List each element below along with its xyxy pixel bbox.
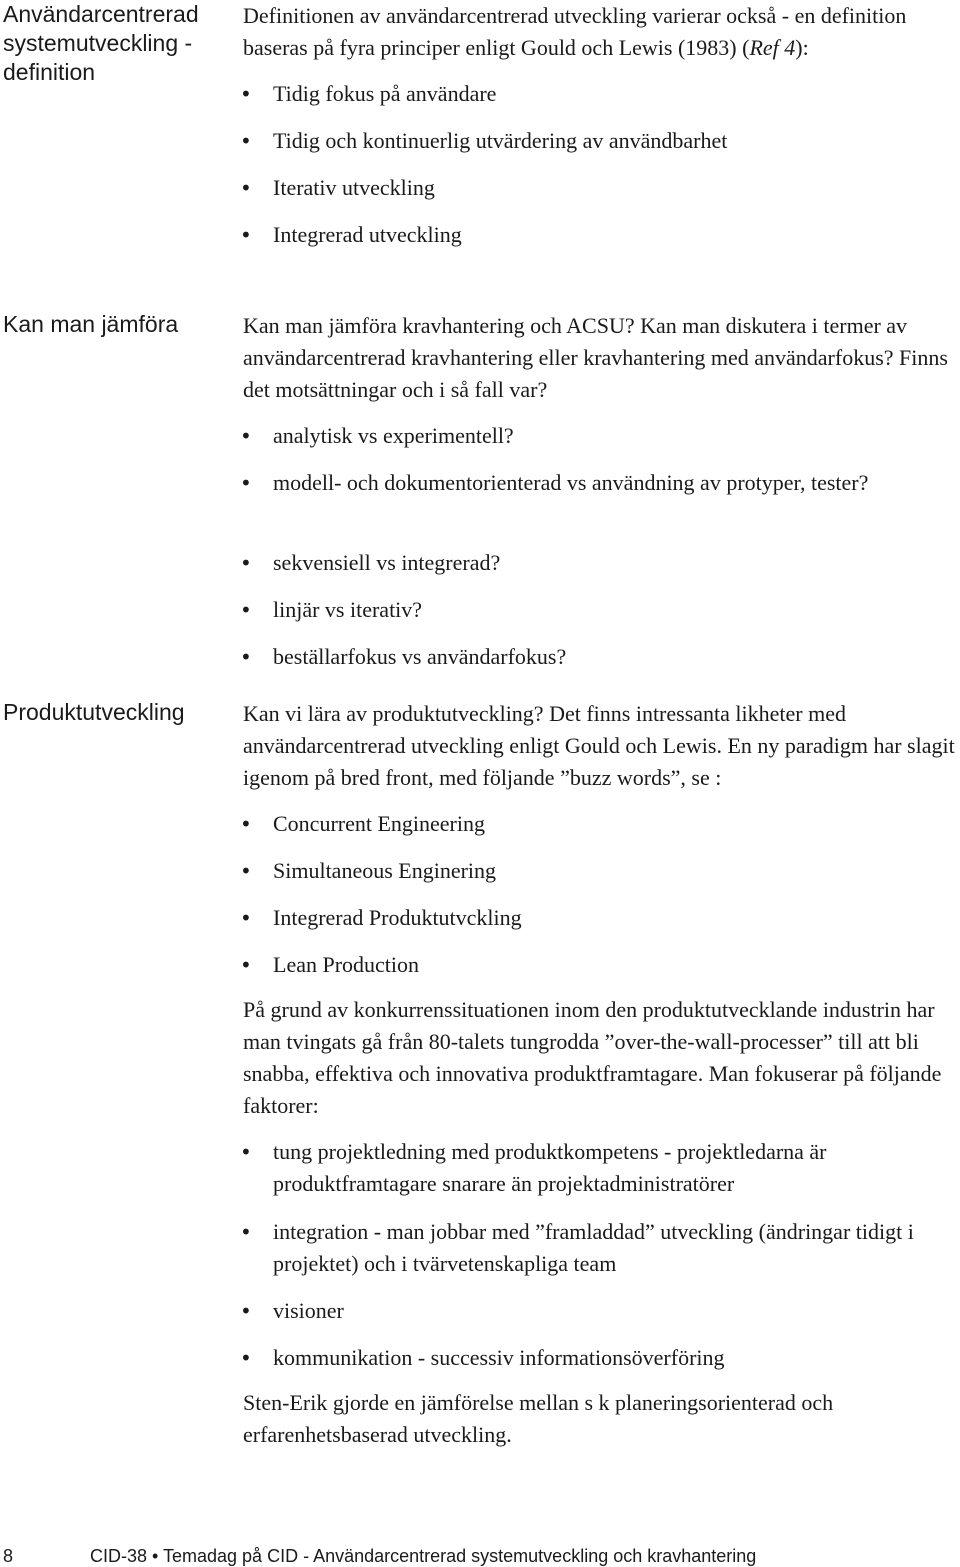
factors-list — [243, 1136, 960, 1387]
list-item: • tung projektledning med produktkompetens - projektledarna är produktframtagare snarare än projektadministratörer — [243, 1136, 960, 1216]
footer-text: CID-38 • Temadag på CID - Användarcentrerad systemutveckling och kravhantering — [90, 1546, 757, 1566]
principles-list — [243, 78, 960, 266]
list-item: • kommunikation - successiv informationsöverföring — [243, 1342, 960, 1387]
buzzwords-list — [243, 808, 960, 994]
sidebar-heading-produktutveckling: Produktutveckling — [3, 699, 185, 725]
list-item: • Tidig fokus på användare — [243, 78, 960, 125]
section-body-definition — [243, 0, 960, 266]
list-item: • beställarfokus vs användarfokus? — [243, 641, 960, 688]
page-number: 8 — [3, 1546, 14, 1566]
list-item: • sekvensiell vs integrerad? — [243, 547, 960, 594]
list-item: • Concurrent Engineering — [243, 808, 960, 855]
section-body-produktutveckling — [243, 698, 960, 1451]
list-item: • integration - man jobbar med ”framladdad” utveckling (ändringar tidigt i projektet) och i tvärvetenskapliga team — [243, 1216, 960, 1295]
definition-intro: Definitionen av användarcentrerad utveckling varierar också - en definition baseras på fyra principer enligt Gould och Lewis (1983) (Ref 4): — [243, 3, 907, 60]
sidebar-heading-definition: Användarcentrerad systemutveckling - definition — [3, 1, 199, 85]
reference-link: Ref 4 — [749, 35, 796, 60]
sidebar-heading-jamfora: Kan man jämföra — [3, 311, 179, 337]
comparison-list — [243, 420, 960, 688]
list-item: • analytisk vs experimentell? — [243, 420, 960, 467]
produkt-paragraph-3: Sten-Erik gjorde en jämförelse mellan s k planeringsorienterad och erfarenhetsbaserad utveckling. — [243, 1390, 834, 1447]
list-item: • Iterativ utveckling — [243, 172, 960, 219]
list-item: • visioner — [243, 1295, 960, 1342]
list-item: • Tidig och kontinuerlig utvärdering av användbarhet — [243, 125, 960, 172]
list-item: • Lean Production — [243, 949, 960, 994]
list-item: • modell- och dokumentorienterad vs användning av protyper, tester? — [243, 467, 960, 547]
produkt-intro: Kan vi lära av produktutveckling? Det finns intressanta likheter med användarcentrerad utveckling enligt Gould och Lewis. En ny paradigm har slagit igenom på bred front, med följande ”buzz words”, se : — [243, 701, 955, 790]
list-item: • Integrerad utveckling — [243, 219, 960, 266]
produkt-paragraph-2: På grund av konkurrenssituationen inom den produktutvecklande industrin har man tvingats gå från 80-talets tungrodda ”over-the-wall-processer” till att bli snabba, effektiva och innovativa produktframtagare. Man fokuserar på följande faktorer: — [243, 997, 942, 1118]
list-item: • Integrerad Produktutvckling — [243, 902, 960, 949]
list-item: • linjär vs iterativ? — [243, 594, 960, 641]
jamfora-intro: Kan man jämföra kravhantering och ACSU? Kan man diskutera i termer av användarcentrerad kravhantering eller kravhantering med användarfokus? Finns det motsättningar och i så fall var? — [243, 313, 948, 402]
section-body-jamfora — [243, 310, 960, 688]
list-item: • Simultaneous Enginering — [243, 855, 960, 902]
